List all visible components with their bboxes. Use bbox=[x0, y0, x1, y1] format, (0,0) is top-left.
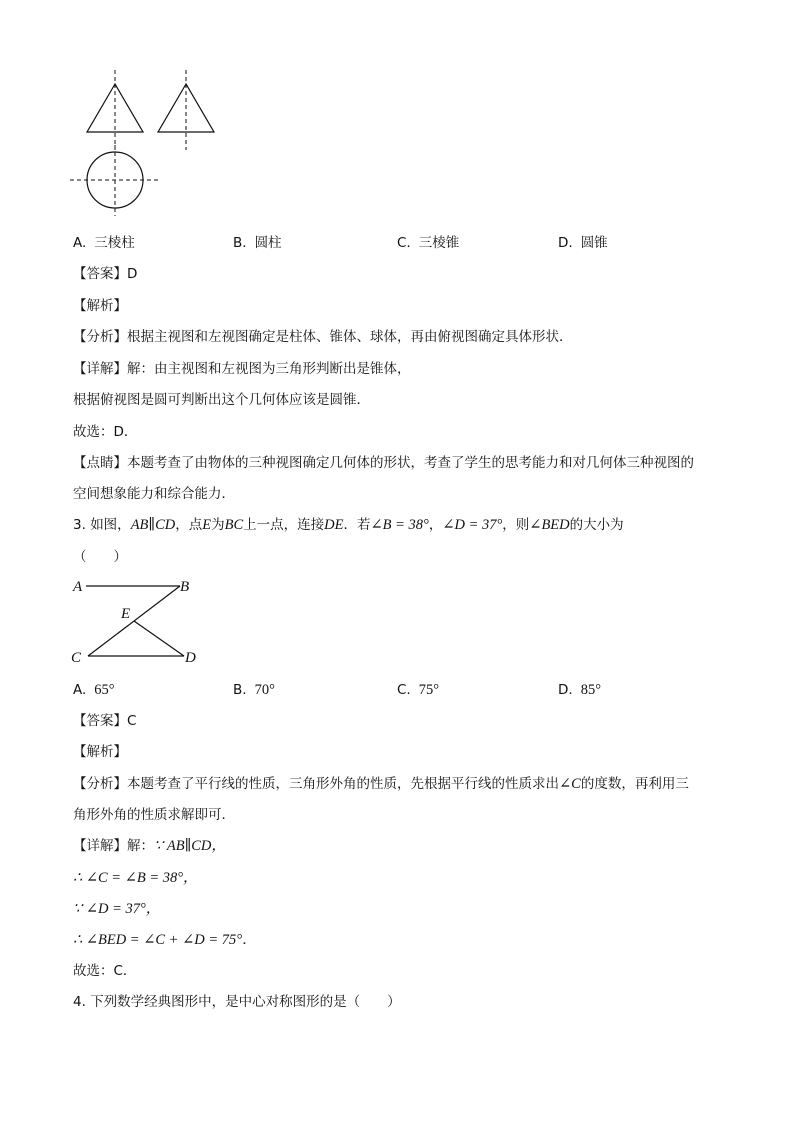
option-text: 三棱锥 bbox=[418, 235, 460, 251]
option-key: C. bbox=[397, 682, 411, 698]
q2-option-a bbox=[73, 234, 135, 252]
label-c: C bbox=[71, 650, 82, 666]
q3-xiangjie bbox=[73, 837, 226, 855]
label-a: A bbox=[73, 579, 83, 595]
proof-step-3: ∵ ∠D = 37°， bbox=[73, 901, 161, 917]
q3-answer bbox=[73, 712, 136, 730]
option-key: B. bbox=[233, 682, 247, 698]
option-key: B. bbox=[233, 235, 247, 251]
q2-choose: 故选：D． bbox=[73, 424, 138, 440]
xiangjie-label: 【详解】 bbox=[73, 361, 127, 377]
option-text: 65° bbox=[94, 682, 115, 698]
q3-analysis-heading: 【解析】 bbox=[73, 744, 127, 760]
label-b: B bbox=[180, 579, 190, 595]
math-segment-bc: BC bbox=[224, 517, 244, 533]
option-text: 三棱柱 bbox=[94, 235, 135, 251]
stem-text: ，点 bbox=[175, 517, 203, 533]
xiangjie-label: 【详解】 bbox=[73, 838, 127, 854]
q3-option-a bbox=[73, 681, 115, 699]
option-text: 70° bbox=[254, 682, 275, 698]
stem-text: ，则 bbox=[502, 517, 530, 533]
q2-option-b bbox=[233, 234, 282, 252]
option-key: A. bbox=[73, 235, 87, 251]
q2-option-c bbox=[397, 234, 459, 252]
math-angle-c: ∠C bbox=[559, 776, 581, 792]
question-number: 4. bbox=[73, 994, 86, 1010]
option-text: 圆锥 bbox=[580, 235, 608, 251]
dianjing-label: 【点睛】 bbox=[73, 455, 127, 471]
math-angle-b: ∠B = 38° bbox=[370, 517, 429, 533]
q3-option-b bbox=[233, 681, 275, 699]
q2-xiangjie bbox=[73, 360, 411, 378]
option-text: 85° bbox=[580, 682, 601, 698]
q3-paren: （ ） bbox=[73, 549, 127, 565]
stem-text: 如图， bbox=[90, 517, 131, 533]
option-key: D. bbox=[558, 235, 573, 251]
xiangjie-prefix: 解： bbox=[127, 838, 154, 854]
q2-xiangjie-line2: 根据俯视图是圆可判断出这个几何体应该是圆锥． bbox=[73, 392, 370, 408]
answer-value: C bbox=[127, 713, 137, 729]
answer-label: 【答案】 bbox=[73, 266, 127, 282]
question-number: 3. bbox=[73, 517, 86, 533]
side-view-triangle bbox=[158, 70, 214, 150]
q2-answer bbox=[73, 265, 137, 283]
proof-step-1: ∵ AB∥CD， bbox=[154, 838, 226, 854]
option-text: 75° bbox=[418, 682, 440, 698]
proof-step-2: ∴ ∠C = ∠B = 38°， bbox=[73, 870, 198, 886]
q2-dianjing bbox=[73, 454, 694, 472]
math-segment-de: DE bbox=[324, 517, 344, 533]
fenxi-text: 的度数，再利用三 bbox=[580, 776, 689, 792]
q3-geometry-figure bbox=[66, 572, 206, 668]
math-angle-d: ∠D = 37° bbox=[442, 517, 503, 533]
stem-text: 为 bbox=[211, 517, 225, 533]
q3-option-c bbox=[397, 681, 439, 699]
stem-text: 下列数学经典图形中，是中心对称图形的是（ ） bbox=[90, 994, 401, 1010]
three-view-figure bbox=[60, 66, 230, 222]
option-text: 圆柱 bbox=[254, 235, 282, 251]
q2-option-d bbox=[558, 234, 608, 252]
q3-choose: 故选：C． bbox=[73, 963, 137, 979]
q3-stem bbox=[73, 516, 624, 534]
fenxi-label: 【分析】 bbox=[73, 776, 127, 792]
label-e: E bbox=[121, 606, 131, 622]
xiangjie-text: 解：由主视图和左视图为三角形判断出是锥体， bbox=[127, 361, 411, 377]
answer-value: D bbox=[127, 266, 138, 282]
q2-fenxi bbox=[73, 328, 573, 346]
q2-analysis-heading: 【解析】 bbox=[73, 298, 127, 314]
front-view-triangle bbox=[87, 70, 143, 150]
top-view-circle bbox=[70, 145, 158, 216]
label-d: D bbox=[185, 650, 196, 666]
stem-text: ， bbox=[428, 517, 443, 533]
q3-fenxi-line2: 角形外角的性质求解即可． bbox=[73, 807, 235, 823]
q2-dianjing-line2: 空间想象能力和综合能力． bbox=[73, 486, 235, 502]
q3-fenxi bbox=[73, 775, 689, 793]
stem-text: 上一点，连接 bbox=[243, 517, 325, 533]
answer-label: 【答案】 bbox=[73, 713, 127, 729]
stem-text: 的大小为 bbox=[569, 517, 624, 533]
fenxi-label: 【分析】 bbox=[73, 329, 127, 345]
math-angle-bed: ∠BED bbox=[529, 517, 570, 533]
q4-stem bbox=[73, 993, 401, 1011]
q3-option-d bbox=[558, 681, 601, 699]
fenxi-text: 本题考查了平行线的性质，三角形外角的性质，先根据平行线的性质求出 bbox=[127, 776, 559, 792]
stem-text: ．若 bbox=[343, 517, 371, 533]
option-key: D. bbox=[558, 682, 573, 698]
math-point-e: E bbox=[202, 517, 212, 533]
fenxi-text: 根据主视图和左视图确定是柱体、锥体、球体，再由俯视图确定具体形状． bbox=[127, 329, 573, 345]
proof-step-4: ∴ ∠BED = ∠C + ∠D = 75°． bbox=[73, 932, 257, 948]
option-key: C. bbox=[397, 235, 411, 251]
dianjing-text: 本题考查了由物体的三种视图确定几何体的形状，考查了学生的思考能力和对几何体三种视图的 bbox=[127, 455, 694, 471]
segment-ed bbox=[134, 621, 184, 656]
math-ab-parallel-cd: AB∥CD bbox=[130, 517, 176, 533]
option-key: A. bbox=[73, 682, 87, 698]
